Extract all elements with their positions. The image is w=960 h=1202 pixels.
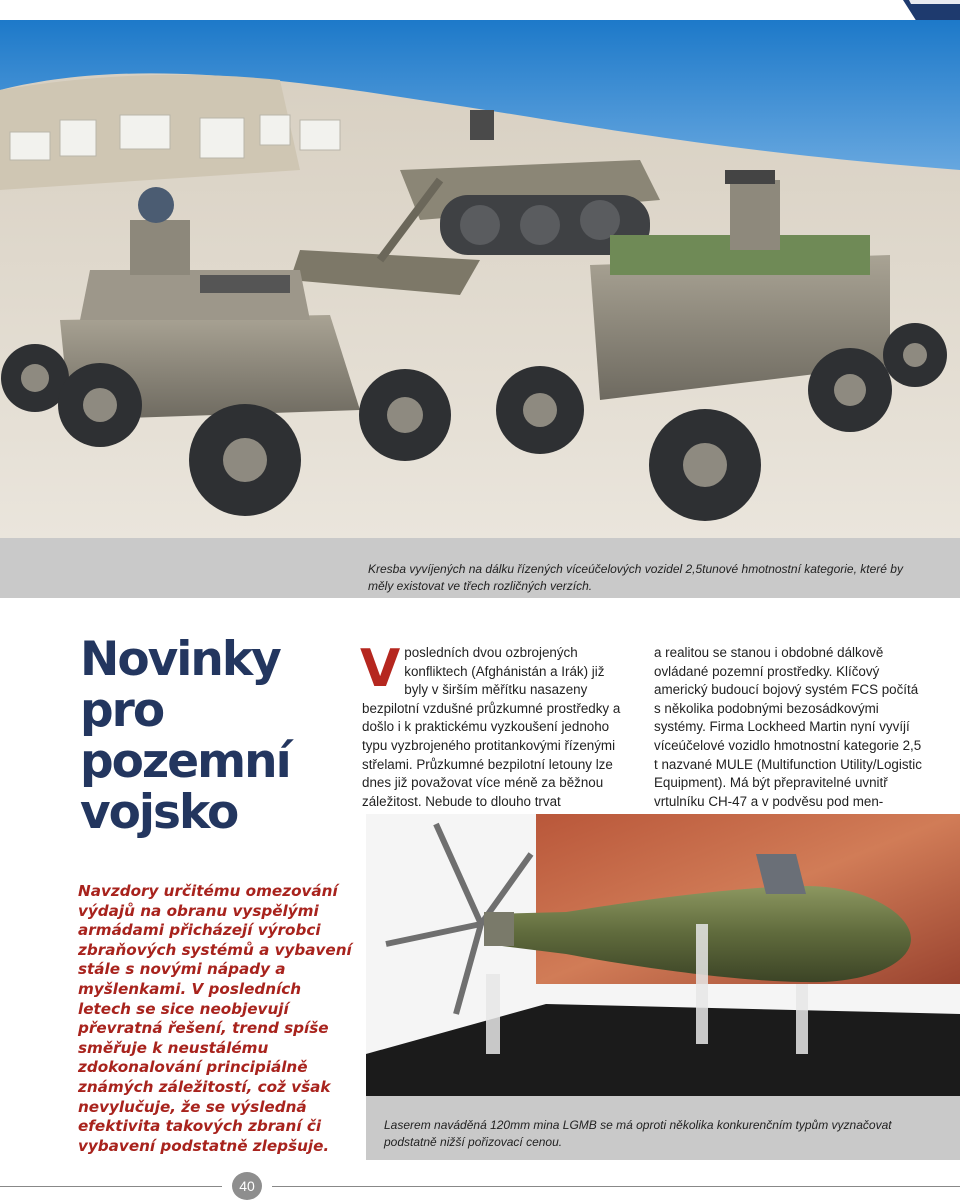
hero-caption: Kresba vyvíjených na dálku řízených víceúčelových vozidel 2,5tunové hmotnostní kategorie, které by měly existovat ve třech rozličných verzích. xyxy=(368,562,903,593)
lead-paragraph: Navzdory určitému omezování výdajů na obranu vyspělými armádami přicházejí výrobci zbraňových systémů a vybavení stále s novými nápady a myšlenkami. V posledních letech se sice neobjevují převratná řešení, trend spíše směřuje k neustálému zdokonalování principiálně známých záležitostí, což však nevylučuje, že se výsledná efektivita takových zbraní či vybavení podstatně zlepšuje. xyxy=(78,882,352,1155)
drop-cap: V xyxy=(360,639,401,699)
hero-illustration xyxy=(0,20,960,538)
article-column-2: a realitou se stanou i obdobné dálkově ovládané pozemní prostředky. Klíčový americký budoucí bojový systém FCS počítá s několika podobnými bezosádkovými systémy. Firma Lockheed Martin nyní vyvíjí víceúčelové vozidlo hmotnostní kategorie 2,5 t nazvané MULE (Multifunction Utility/Logistic Equipment). Má být přepravitelné uvnitř vrtulníku CH-47 a v podvěsu pod men- xyxy=(654,645,922,809)
title-line: vojsko xyxy=(80,785,238,840)
article-text-1: posledních dvou ozbrojených konfliktech (Afghánistán a Irák) již byly v širším měřítku nasazeny bezpilotní vzdušné průzkumné prostředky a došlo i k praktickému vyzkoušení jednoho typu vyzbrojeného protitankovými řízenými střelami. Průzkumné bezpilotní letouny lze dnes již považovat více méně za běžnou záležitost. Nebude to dlouho trvat xyxy=(362,645,621,809)
article-column-1 xyxy=(360,639,630,811)
title-line: Novinky xyxy=(80,632,280,687)
corner-badge xyxy=(903,0,960,22)
footer-rule xyxy=(0,1186,222,1187)
mortar-photo xyxy=(366,814,960,1096)
title-line: pozemní xyxy=(80,734,290,789)
page-number: 40 xyxy=(232,1172,262,1200)
mortar-caption: Laserem naváděná 120mm mina LGMB se má oproti několika konkurenčním typům vyznačovat podstatně nižší pořizovací cenou. xyxy=(384,1118,892,1149)
title-line: pro xyxy=(80,683,164,738)
footer-rule xyxy=(272,1186,960,1187)
page-title xyxy=(80,634,350,838)
